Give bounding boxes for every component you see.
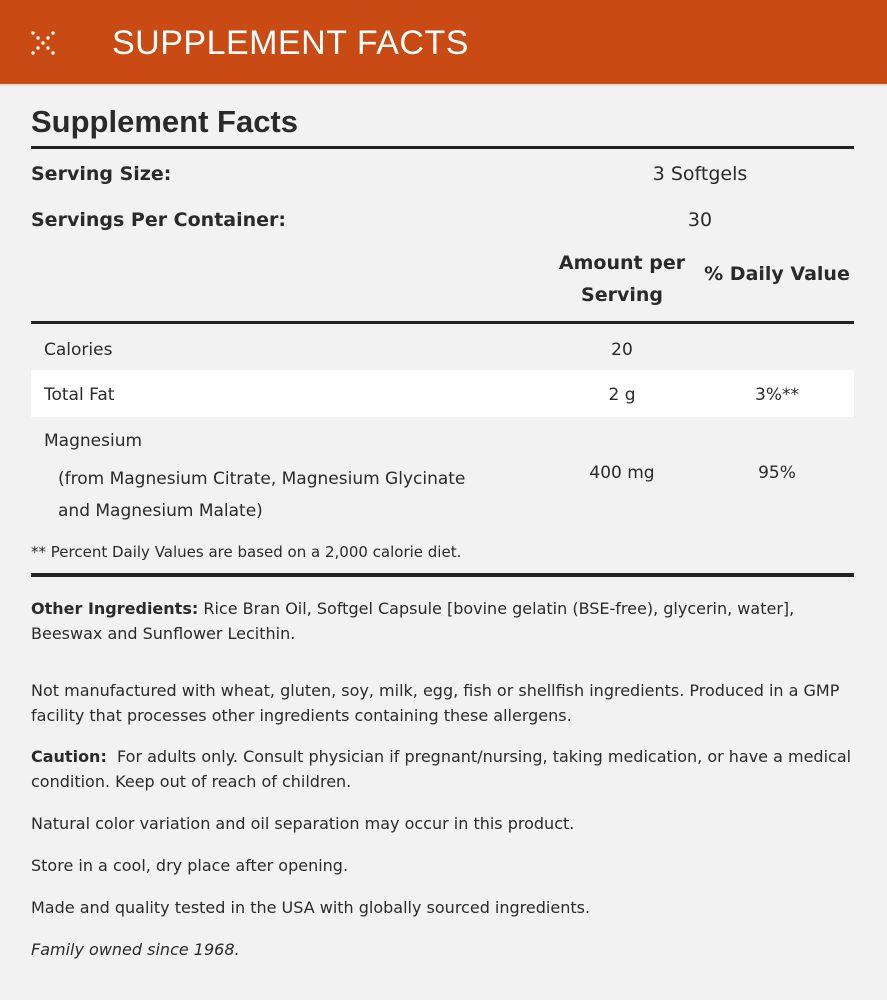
amount-header-line1: Amount per	[558, 252, 686, 274]
allergen-statement: Not manufactured with wheat, gluten, soy, milk, egg, fish or shellfish ingredients. Produced in a GMP facility that processes other ingredients containing these allergens.	[31, 681, 840, 725]
servings-per-container-row	[31, 195, 854, 241]
x-icon	[30, 30, 56, 56]
supplement-facts-panel	[31, 86, 857, 962]
amount-header-line2: Serving	[581, 284, 663, 306]
nutrient-amount: 400 mg	[589, 463, 655, 483]
nutrient-source-line1: (from Magnesium Citrate, Magnesium Glycinate	[58, 469, 466, 489]
daily-value-header: % Daily Value	[704, 263, 850, 285]
dv-footnote: ** Percent Daily Values are based on a 2,000 calorie diet.	[31, 543, 462, 561]
amount-header	[551, 247, 693, 311]
nutrient-dv: 95%	[758, 463, 796, 483]
nutrient-source-line2: and Magnesium Malate)	[58, 501, 263, 521]
other-ingredients-text: Rice Bran Oil, Softgel Capsule [bovine gelatin (BSE-free), glycerin, water], Beeswax and Sunflower Lecithin.	[31, 599, 795, 643]
color-variation-note: Natural color variation and oil separation may occur in this product.	[31, 814, 575, 833]
servings-per-container-value: 30	[687, 209, 713, 231]
caution-label: Caution:	[31, 747, 107, 766]
nutrient-dv: 3%**	[755, 385, 799, 405]
caution-text: For adults only. Consult physician if pregnant/nursing, taking medication, or have a medical condition. Keep out of reach of children.	[31, 747, 857, 791]
nutrient-name: Magnesium	[44, 431, 143, 451]
other-ingredients-label: Other Ingredients:	[31, 599, 199, 618]
servings-per-container-label: Servings Per Container:	[31, 209, 287, 231]
family-owned-note: Family owned since 1968.	[31, 940, 240, 959]
nutrient-name: Calories	[44, 340, 113, 360]
storage-note: Store in a cool, dry place after opening.	[31, 856, 349, 875]
divider	[31, 573, 854, 577]
serving-size-value: 3 Softgels	[652, 163, 748, 185]
header-title: SUPPLEMENT FACTS	[112, 24, 469, 62]
page-header	[0, 0, 887, 86]
nutrient-name: Total Fat	[44, 385, 115, 405]
caution-statement	[31, 744, 857, 794]
facts-heading: Supplement Facts	[31, 104, 298, 139]
nutrient-row-magnesium	[31, 417, 854, 533]
nutrient-amount: 20	[611, 340, 633, 360]
serving-size-row	[31, 149, 854, 195]
nutrient-amount: 2 g	[608, 385, 636, 405]
serving-size-label: Serving Size:	[31, 163, 172, 185]
made-in-note: Made and quality tested in the USA with globally sourced ingredients.	[31, 898, 591, 917]
other-ingredients	[31, 596, 854, 646]
nutrient-row-calories	[31, 324, 854, 370]
nutrient-row-total-fat	[31, 370, 854, 417]
nutrient-source	[58, 463, 528, 527]
column-headers	[31, 241, 854, 321]
